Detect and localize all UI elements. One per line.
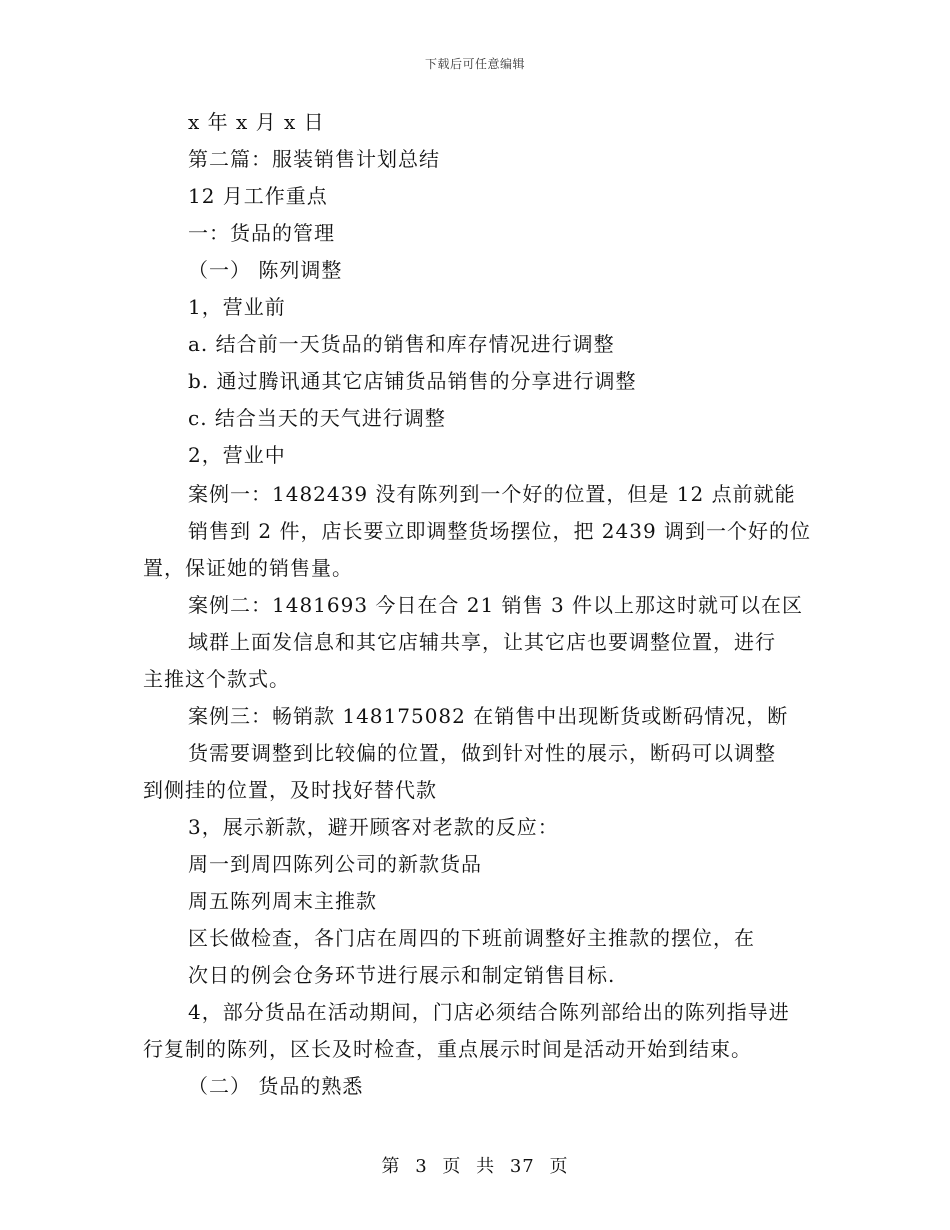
doc-line-item: a. 结合前一天货品的销售和库存情况进行调整 xyxy=(188,332,615,356)
doc-line-paragraph: 区长做检查，各门店在周四的下班前调整好主推款的摆位，在 xyxy=(188,926,755,950)
doc-line-paragraph: 案例三：畅销款 148175082 在销售中出现断货或断码情况，断 xyxy=(188,704,789,728)
doc-line-item: b. 通过腾讯通其它店铺货品销售的分享进行调整 xyxy=(188,369,637,393)
doc-line-paragraph: 置，保证她的销售量。 xyxy=(143,556,353,580)
doc-line-paragraph: 主推这个款式。 xyxy=(143,667,290,691)
doc-line-date: x 年 x 月 x 日 xyxy=(188,110,325,134)
doc-line-paragraph: 货需要调整到比较偏的位置，做到针对性的展示，断码可以调整 xyxy=(188,741,776,765)
page-indicator: 第 3 页 共 37 页 xyxy=(381,1156,569,1177)
doc-line-item: 周五陈列周末主推款 xyxy=(188,889,377,913)
doc-line-paragraph: 销售到 2 件，店长要立即调整货场摆位，把 2439 调到一个好的位 xyxy=(188,519,812,543)
doc-line-item: 3，展示新款，避开顾客对老款的反应： xyxy=(188,815,559,839)
doc-line-subheading: （二） 货品的熟悉 xyxy=(188,1074,364,1098)
doc-line-item: c. 结合当天的天气进行调整 xyxy=(188,406,446,430)
doc-line-heading: 一：货品的管理 xyxy=(188,221,335,245)
doc-line-paragraph: 次日的例会仓务环节进行展示和制定销售目标. xyxy=(188,963,616,987)
doc-line-paragraph: 到侧挂的位置，及时找好替代款 xyxy=(143,778,437,802)
doc-line-subheading: （一） 陈列调整 xyxy=(188,258,343,282)
doc-line-paragraph: 案例二：1481693 今日在合 21 销售 3 件以上那这时就可以在区 xyxy=(188,593,804,617)
doc-line-item: 1，营业前 xyxy=(188,295,286,319)
doc-line-paragraph: 案例一：1482439 没有陈列到一个好的位置，但是 12 点前就能 xyxy=(188,482,796,506)
header-note: 下载后可任意编辑 xyxy=(424,57,525,71)
doc-line-paragraph: 行复制的陈列，区长及时检查，重点展示时间是活动开始到结束。 xyxy=(143,1037,752,1061)
doc-line-paragraph: 4，部分货品在活动期间，门店必须结合陈列部给出的陈列指导进 xyxy=(188,1000,790,1024)
doc-line-item: 周一到周四陈列公司的新款货品 xyxy=(188,852,482,876)
doc-line-heading: 12 月工作重点 xyxy=(188,184,328,208)
doc-line-section-title: 第二篇：服装销售计划总结 xyxy=(188,147,440,171)
doc-line-paragraph: 域群上面发信息和其它店辅共享，让其它店也要调整位置，进行 xyxy=(188,630,776,654)
doc-line-item: 2，营业中 xyxy=(188,443,286,467)
